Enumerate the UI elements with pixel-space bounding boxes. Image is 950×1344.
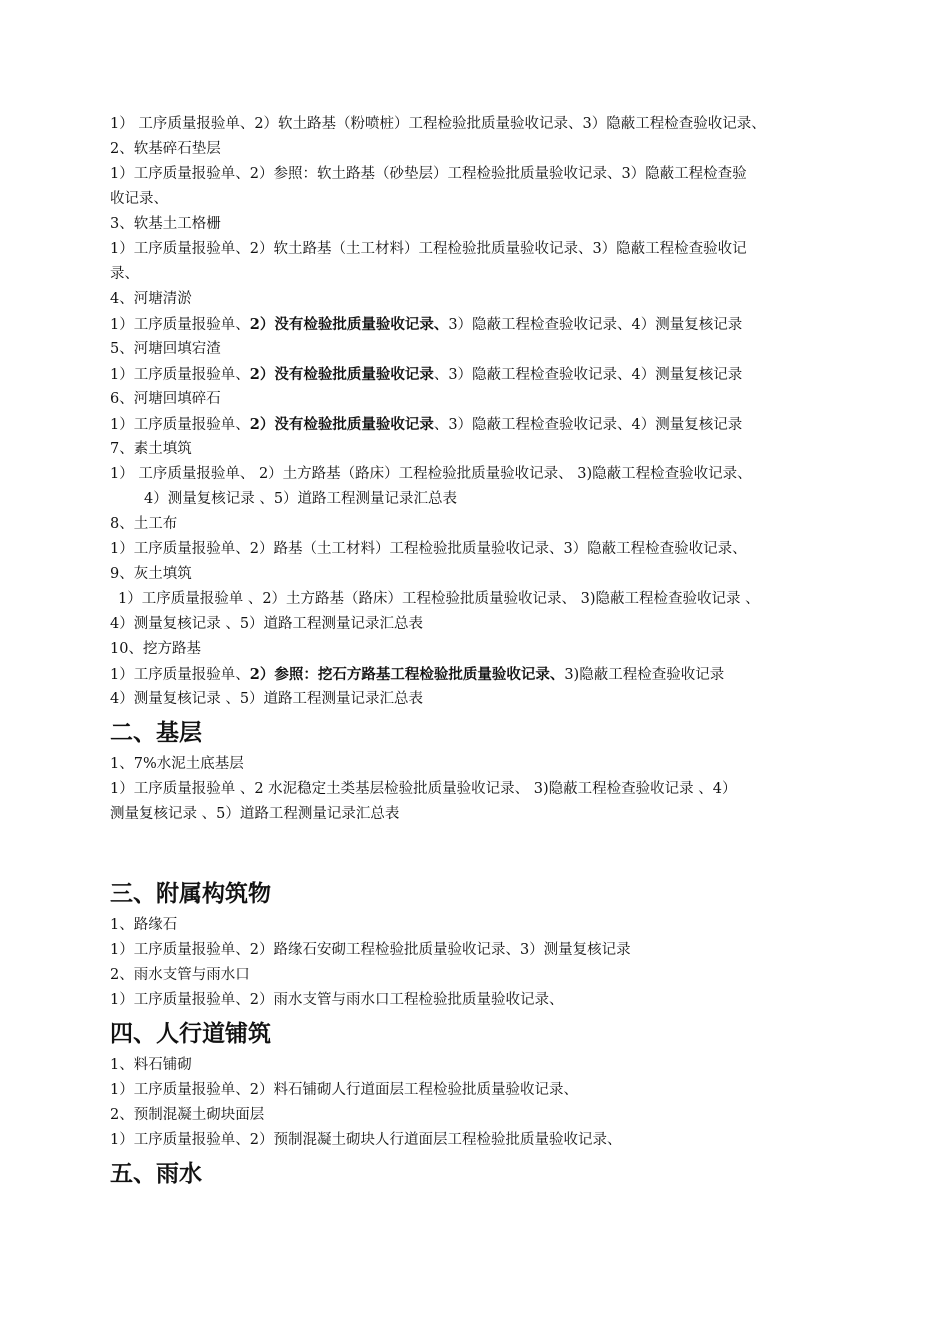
text-segment: 1）工序质量报验单、 [110, 417, 250, 433]
item-title: 1、路缘石 [110, 917, 178, 933]
text-line: 4）测量复核记录 、5）道路工程测量记录汇总表 [110, 616, 424, 632]
item-title: 2、雨水支管与雨水口 [110, 967, 250, 983]
text-segment: 1）工序质量报验单、 [110, 367, 250, 383]
text-line [110, 362, 870, 387]
text-segment: 、3）隐蔽工程检查验收记录、4）测量复核记录 [433, 367, 743, 383]
text-line: 1）工序质量报验单、2）路缘石安砌工程检验批质量验收记录、3）测量复核记录 [110, 942, 631, 958]
item-title: 1、7%水泥土底基层 [110, 756, 244, 772]
item-title: 7、素土填筑 [110, 441, 192, 457]
text-line: 1）工序质量报验单、2）软土路基（土工材料）工程检验批质量验收记录、3）隐蔽工程检查验收记 [110, 241, 747, 257]
text-segment: 、3）隐蔽工程检查验收记录、4）测量复核记录 [433, 417, 743, 433]
section-heading: 二、基层 [110, 720, 202, 746]
text-line: 1）工序质量报验单、2）料石铺砌人行道面层工程检验批质量验收记录、 [110, 1082, 578, 1098]
item-title: 6、河塘回填碎石 [110, 391, 221, 407]
item-title: 8、土工布 [110, 516, 178, 532]
section-heading: 五、雨水 [110, 1161, 202, 1187]
item-title: 2、软基碎石垫层 [110, 141, 221, 157]
text-segment: 3)隐蔽工程检查验收记录 [564, 667, 725, 683]
section-heading: 四、人行道铺筑 [110, 1021, 271, 1047]
document-page [110, 112, 870, 1189]
text-line: 测量复核记录 、5）道路工程测量记录汇总表 [110, 806, 400, 822]
text-line: 1）工序质量报验单 、2）土方路基（路床）工程检验批质量验收记录、 3)隐蔽工程检查验收记录 、 [118, 591, 760, 607]
text-segment: 1）工序质量报验单、 [110, 667, 250, 683]
item-title: 3、软基土工格栅 [110, 216, 221, 232]
text-line: 收记录、 [110, 191, 168, 207]
section-heading: 三、附属构筑物 [110, 881, 271, 907]
bold-text-segment: 2）没有检验批质量验收记录、 [249, 316, 449, 333]
text-line [110, 412, 870, 437]
text-line: 1）工序质量报验单、2）参照：软土路基（砂垫层）工程检验批质量验收记录、3）隐蔽工程检查验 [110, 166, 747, 182]
text-segment: 3）隐蔽工程检查验收记录、4）测量复核记录 [448, 317, 743, 333]
text-line: 4）测量复核记录 、5）道路工程测量记录汇总表 [110, 691, 424, 707]
item-title: 4、河塘清淤 [110, 291, 192, 307]
text-line [110, 312, 870, 337]
text-line: 1）工序质量报验单、2）路基（土工材料）工程检验批质量验收记录、3）隐蔽工程检查验收记录、 [110, 541, 747, 557]
text-line: 4）测量复核记录 、5）道路工程测量记录汇总表 [144, 491, 458, 507]
bold-text-segment: 2）参照：挖石方路基工程检验批质量验收记录、 [249, 666, 565, 683]
text-line: 录、 [110, 266, 139, 282]
text-line: 1）工序质量报验单 、2 水泥稳定土类基层检验批质量验收记录、 3)隐蔽工程检查验收记录 、4） [110, 781, 737, 797]
item-title: 5、河塘回填宕渣 [110, 341, 221, 357]
item-title: 2、预制混凝土砌块面层 [110, 1107, 265, 1123]
item-title: 10、挖方路基 [110, 641, 201, 657]
text-line: 1） 工序质量报验单、2）软土路基（粉喷桩）工程检验批质量验收记录、3）隐蔽工程检查验收记录、 [110, 116, 766, 132]
text-line: 1） 工序质量报验单、 2）土方路基（路床）工程检验批质量验收记录、 3)隐蔽工程检查验收记录、 [110, 466, 752, 482]
text-line: 1）工序质量报验单、2）雨水支管与雨水口工程检验批质量验收记录、 [110, 992, 564, 1008]
item-title: 9、灰土填筑 [110, 566, 192, 582]
item-title: 1、料石铺砌 [110, 1057, 192, 1073]
text-line: 1）工序质量报验单、2）预制混凝土砌块人行道面层工程检验批质量验收记录、 [110, 1132, 622, 1148]
bold-text-segment: 2）没有检验批质量验收记录 [249, 366, 434, 383]
bold-text-segment: 2）没有检验批质量验收记录 [249, 416, 434, 433]
text-segment: 1）工序质量报验单、 [110, 317, 250, 333]
text-line [110, 662, 870, 687]
